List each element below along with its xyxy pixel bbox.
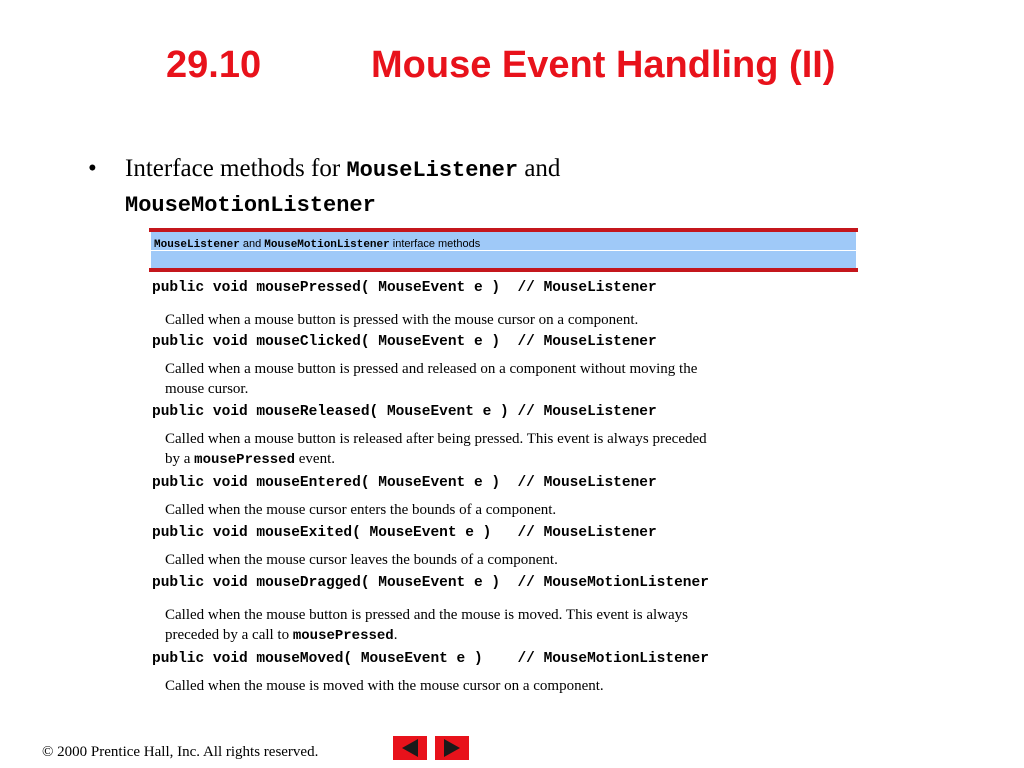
method-signature-mouseentered: public void mouseEntered( MouseEvent e ) // MouseListener bbox=[152, 475, 657, 491]
method-desc-mouseexited bbox=[165, 550, 805, 570]
method-signature-mousereleased: public void mouseReleased( MouseEvent e ) // MouseListener bbox=[152, 404, 657, 420]
method-desc-mousepressed bbox=[165, 310, 805, 330]
method-signature-mouseexited: public void mouseExited( MouseEvent e ) // MouseListener bbox=[152, 525, 657, 541]
header-and: and bbox=[239, 238, 265, 250]
method-signature-mousedragged: public void mouseDragged( MouseEvent e ) // MouseMotionListener bbox=[152, 575, 709, 591]
copyright-text: 2000 Prentice Hall, Inc. All rights reserved. bbox=[53, 744, 319, 760]
right-arrow-icon bbox=[435, 736, 469, 760]
desc-line: Called when a mouse button is pressed and released on a component without moving the bbox=[165, 361, 698, 377]
desc-line: preceded by a call to bbox=[165, 627, 293, 643]
desc-line: mouse cursor. bbox=[165, 381, 249, 397]
method-desc-mouseentered bbox=[165, 500, 805, 520]
method-signature-mousepressed: public void mousePressed( MouseEvent e ) // MouseListener bbox=[152, 280, 657, 296]
method-desc-mousereleased bbox=[165, 429, 805, 470]
desc-line: Called when a mouse button is released after being pressed. This event is always preceded bbox=[165, 431, 707, 447]
desc-line: Called when the mouse cursor enters the bounds of a component. bbox=[165, 502, 557, 518]
desc-line: Called when the mouse cursor leaves the bounds of a component. bbox=[165, 552, 558, 568]
desc-line: Called when the mouse button is pressed and the mouse is moved. This event is always bbox=[165, 607, 688, 623]
method-signature-mousemoved: public void mouseMoved( MouseEvent e ) // MouseMotionListener bbox=[152, 651, 709, 667]
desc-code-mousepressed: mousePressed bbox=[292, 628, 394, 644]
header-suffix: interface methods bbox=[389, 238, 481, 250]
bullet-code-mousemotionlistener: MouseMotionListener bbox=[125, 193, 376, 218]
bullet-text bbox=[125, 152, 825, 222]
header-code-mouselistener: MouseListener bbox=[154, 239, 240, 251]
desc-code-mousepressed: mousePressed bbox=[194, 452, 295, 468]
desc-line: by a bbox=[165, 451, 195, 467]
next-slide-button[interactable] bbox=[435, 736, 469, 760]
method-desc-mousedragged bbox=[165, 605, 805, 646]
bullet-code-mouselistener: MouseListener bbox=[346, 158, 519, 183]
desc-line: event. bbox=[295, 451, 335, 467]
bullet-prefix: Interface methods for bbox=[125, 155, 347, 182]
copyright-footer bbox=[42, 744, 318, 761]
slide-number: 29.10 bbox=[166, 44, 262, 86]
desc-line: Called when the mouse is moved with the mouse cursor on a component. bbox=[165, 678, 604, 694]
copyright-icon: © bbox=[42, 744, 54, 760]
left-arrow-icon bbox=[393, 736, 427, 760]
table-header-text bbox=[154, 238, 480, 251]
table-header-bottom-rule bbox=[149, 268, 858, 272]
slide-title bbox=[0, 44, 1024, 94]
method-signature-mouseclicked: public void mouseClicked( MouseEvent e ) // MouseListener bbox=[152, 334, 657, 350]
method-desc-mouseclicked bbox=[165, 359, 805, 399]
desc-line: . bbox=[393, 627, 398, 643]
bullet-icon: • bbox=[88, 155, 97, 182]
bullet-middle: and bbox=[518, 155, 561, 182]
desc-line: Called when a mouse button is pressed with the mouse cursor on a component. bbox=[165, 312, 639, 328]
header-code-mousemotionlistener: MouseMotionListener bbox=[264, 239, 390, 251]
previous-slide-button[interactable] bbox=[393, 736, 427, 760]
table-header bbox=[149, 228, 858, 272]
slide-title-text: Mouse Event Handling (II) bbox=[371, 44, 836, 86]
method-desc-mousemoved bbox=[165, 676, 805, 696]
